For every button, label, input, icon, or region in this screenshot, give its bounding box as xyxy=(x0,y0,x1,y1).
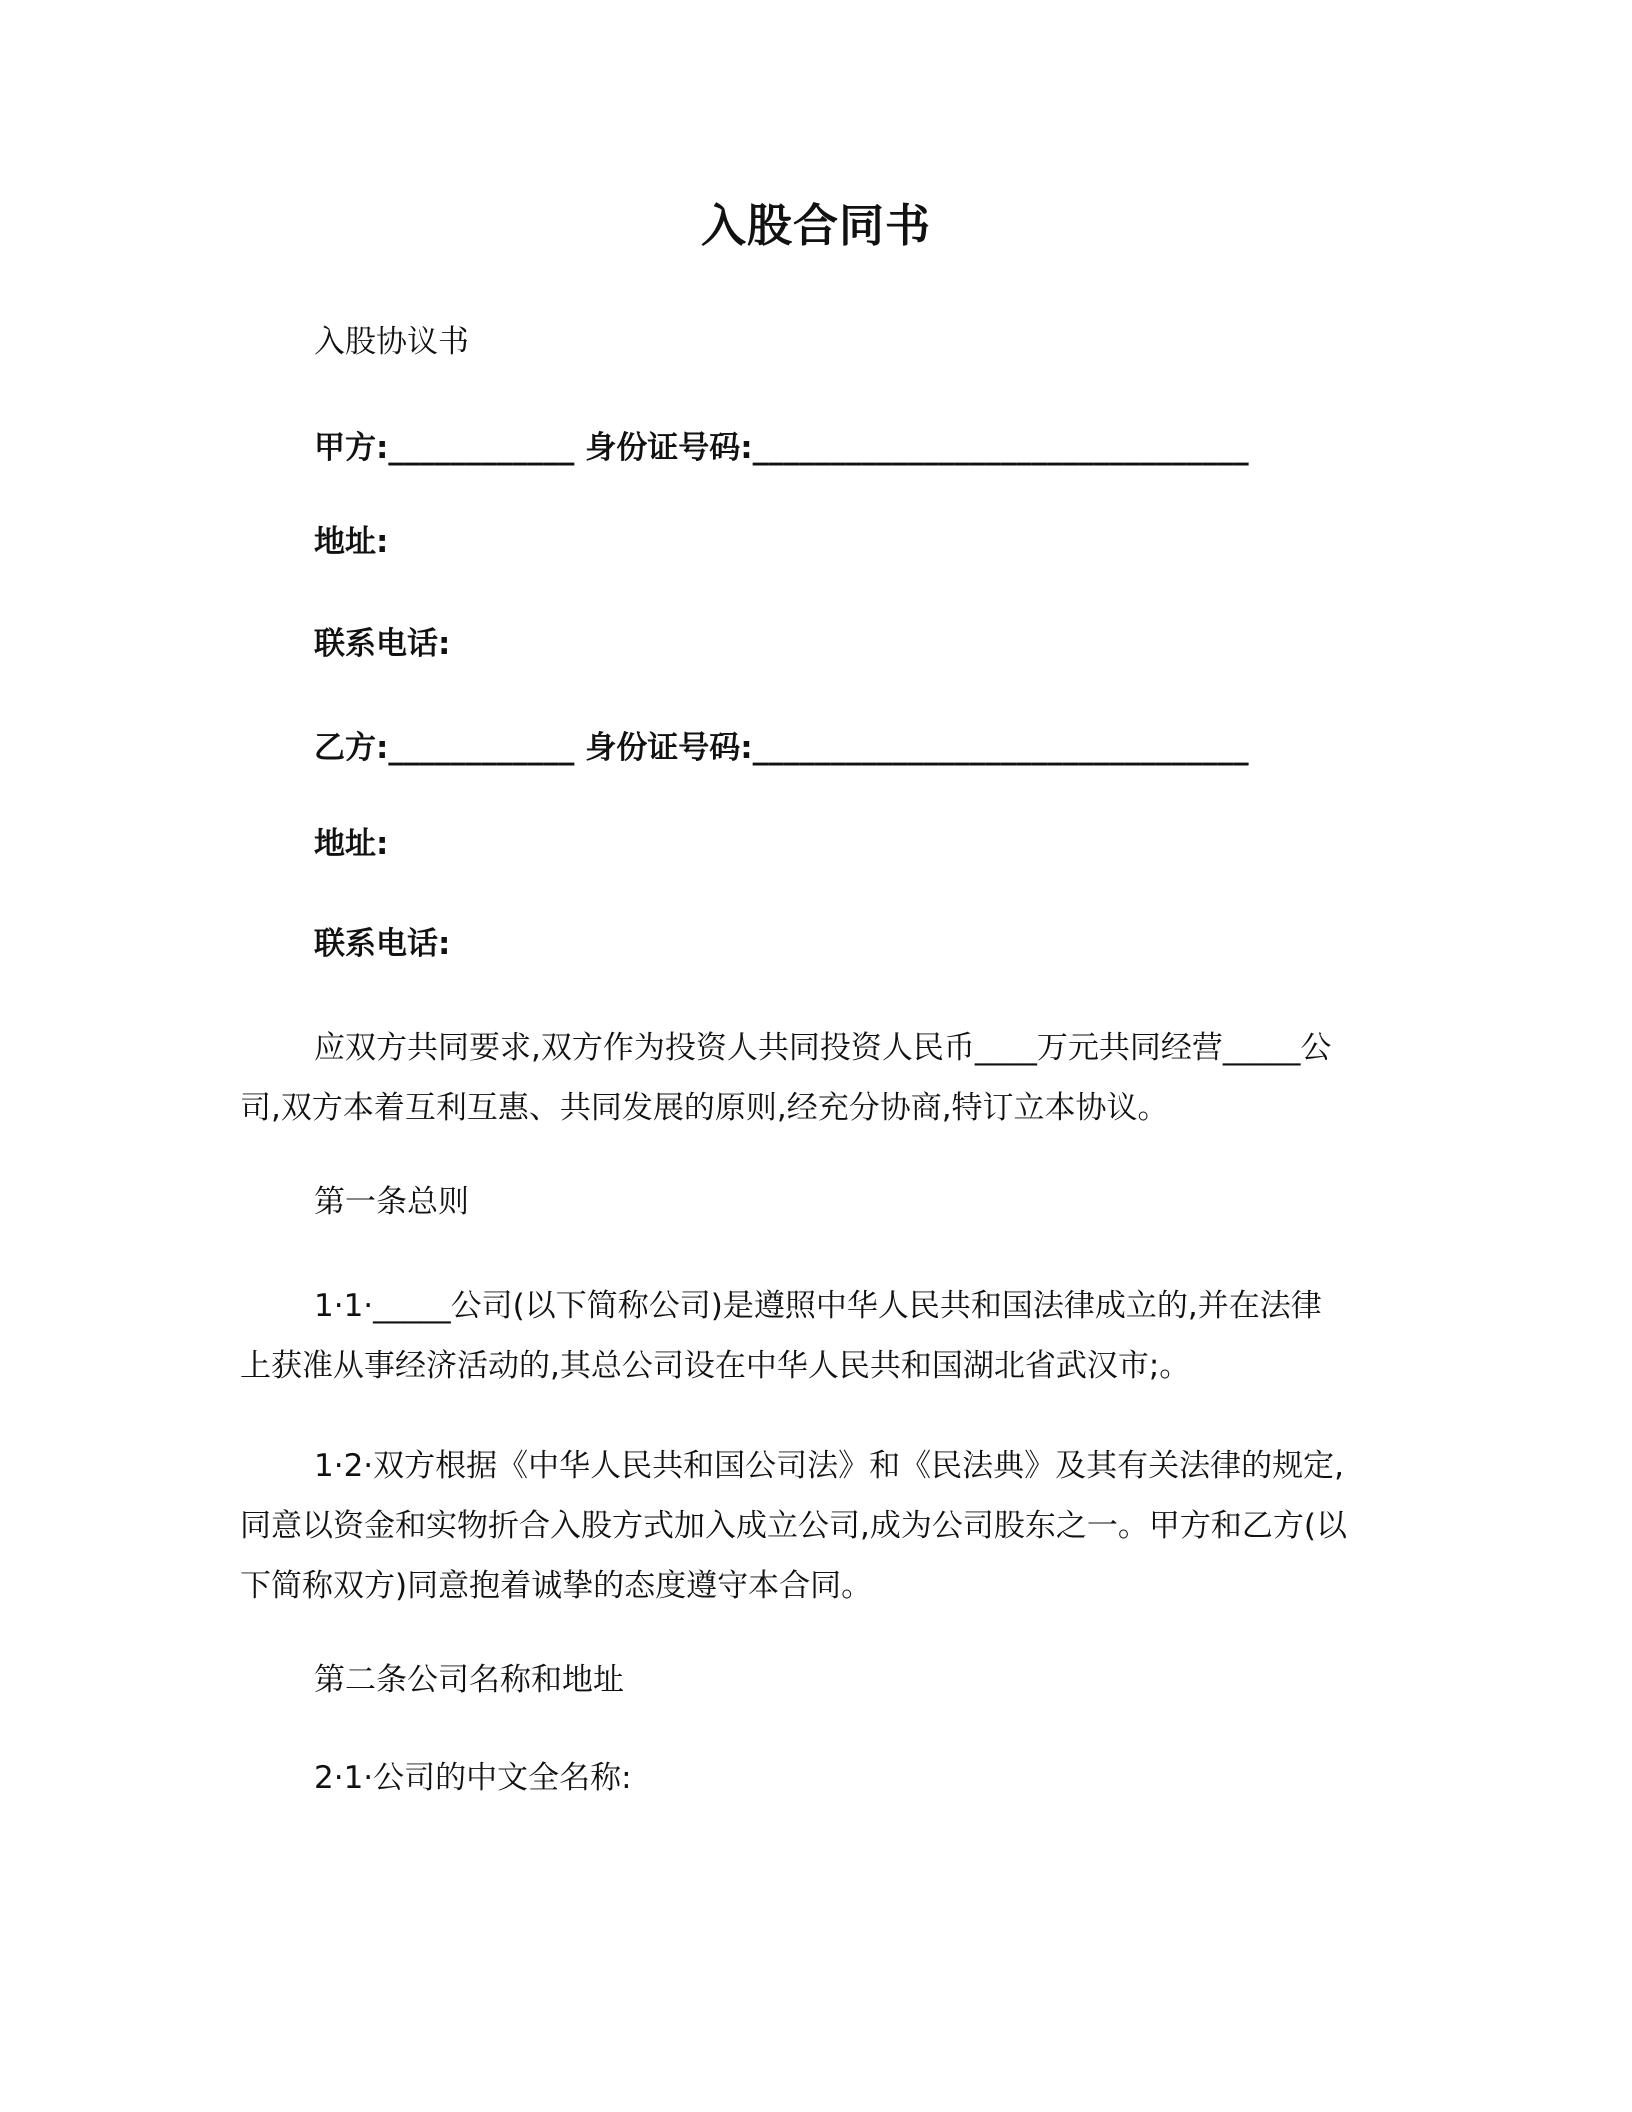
article-2-title: 第二条公司名称和地址 xyxy=(314,1662,624,1698)
clause-1-1-line-2: 上获准从事经济活动的,其总公司设在中华人民共和国湖北省武汉市;。 xyxy=(240,1348,1191,1384)
clause-1-1 xyxy=(240,1276,1380,1396)
clause-1-2-line-3: 下简称双方)同意抱着诚挚的态度遵守本合同。 xyxy=(240,1568,873,1604)
document-subtitle: 入股协议书 xyxy=(314,324,469,360)
intro-line-2: 司,双方本着互利互惠、共同发展的原则,经充分协商,特订立本协议。 xyxy=(240,1090,1169,1126)
article-1-title: 第一条总则 xyxy=(314,1184,469,1220)
clause-1-2 xyxy=(240,1436,1380,1616)
intro-paragraph xyxy=(240,1018,1380,1138)
party-a-line: 甲方:____________ 身份证号码:________________________________ xyxy=(314,430,1249,466)
clause-1-1-line-1: 1·1·_____公司(以下简称公司)是遵照中华人民共和国法律成立的,并在法律 xyxy=(314,1288,1322,1324)
clause-1-2-line-1: 1·2·双方根据《中华人民共和国公司法》和《民法典》及其有关法律的规定, xyxy=(314,1448,1345,1484)
party-b-line: 乙方:____________ 身份证号码:________________________________ xyxy=(314,730,1249,766)
party-b-phone: 联系电话: xyxy=(314,926,451,962)
intro-line-1: 应双方共同要求,双方作为投资人共同投资人民币____万元共同经营_____公 xyxy=(314,1030,1332,1066)
document-title: 入股合同书 xyxy=(700,199,931,252)
clause-1-2-line-2: 同意以资金和实物折合入股方式加入成立公司,成为公司股东之一。甲方和乙方(以 xyxy=(240,1508,1347,1544)
party-b-address: 地址: xyxy=(314,826,389,862)
clause-2-1: 2·1·公司的中文全名称: xyxy=(314,1760,632,1796)
party-a-phone: 联系电话: xyxy=(314,626,451,662)
party-a-address: 地址: xyxy=(314,524,389,560)
